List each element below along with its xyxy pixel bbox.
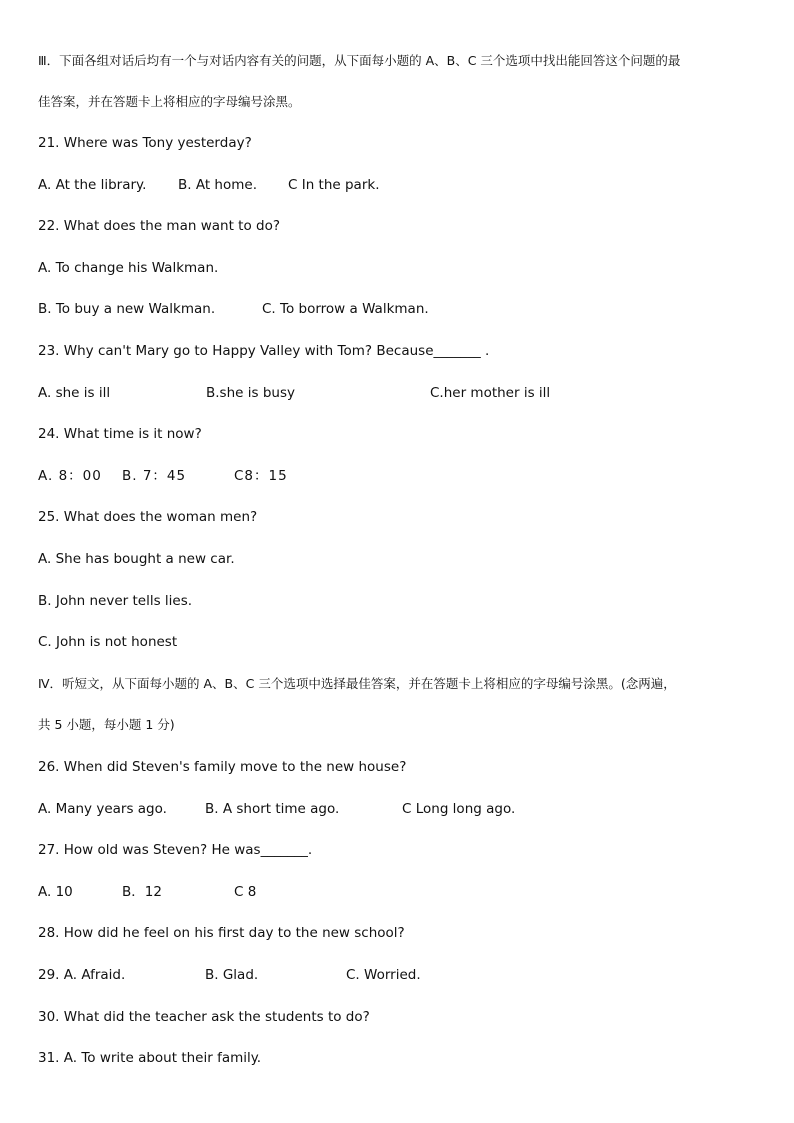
option-22-a: A. To change his Walkman. [38,260,219,276]
question-28: 28. How did he feel on his first day to the new school? [38,925,405,941]
question-22-options-bc [38,300,758,318]
option-21-c: C In the park. [288,177,380,193]
section4-heading-line2: 共 5 小题，每小题 1 分) [38,717,175,732]
option-26-a: A. Many years ago. [38,801,167,817]
option-25-a: A. She has bought a new car. [38,551,235,567]
question-27-options [38,883,758,901]
section4-heading-line1: Ⅳ．听短文，从下面每小题的 A、B、C 三个选项中选择最佳答案，并在答题卡上将相应的字母编号涂黑。(念两遍， [38,676,676,691]
option-29-c: C. Worried. [346,967,421,983]
question-30: 30. What did the teacher ask the students to do? [38,1009,370,1025]
question-24: 24. What time is it now? [38,426,202,442]
section3-heading-line2: 佳答案，并在答题卡上将相应的字母编号涂黑。 [38,94,301,109]
option-31-a: 31. A. To write about their family. [38,1050,262,1066]
option-29-b: B. Glad. [205,967,259,983]
question-27: 27. How old was Steven? He was_______. [38,842,313,858]
question-22: 22. What does the man want to do? [38,218,280,234]
option-24-c: C8：15 [234,468,288,484]
question-29-options [38,966,758,984]
question-26: 26. When did Steven's family move to the new house? [38,759,407,775]
option-24-a: A. 8：00 [38,468,102,484]
option-26-b: B. A short time ago. [205,801,340,817]
question-24-options [38,467,758,485]
option-26-c: C Long long ago. [402,801,516,817]
option-23-b: B.she is busy [206,385,295,401]
option-21-b: B. At home. [178,177,257,193]
option-22-c: C. To borrow a Walkman. [262,301,429,317]
option-27-a: A. 10 [38,884,73,900]
section3-heading-line1: Ⅲ．下面各组对话后均有一个与对话内容有关的问题，从下面每小题的 A、B、C 三个选项中找出能回答这个问题的最 [38,53,681,68]
question-23-options [38,384,758,402]
option-25-b: B. John never tells lies. [38,593,193,609]
option-22-b: B. To buy a new Walkman. [38,301,216,317]
question-23: 23. Why can't Mary go to Happy Valley with Tom? Because_______ . [38,343,490,359]
option-23-a: A. she is ill [38,385,111,401]
option-25-c: C. John is not honest [38,634,178,650]
option-29-a: 29. A. Afraid. [38,967,126,983]
question-21: 21. Where was Tony yesterday? [38,135,252,151]
option-23-c: C.her mother is ill [430,385,551,401]
question-21-options [38,176,758,194]
question-26-options [38,800,758,818]
option-27-c: C 8 [234,884,257,900]
question-25: 25. What does the woman men? [38,509,258,525]
option-24-b: B. 7：45 [122,468,187,484]
option-21-a: A. At the library. [38,177,147,193]
option-27-b: B．12 [122,884,162,900]
